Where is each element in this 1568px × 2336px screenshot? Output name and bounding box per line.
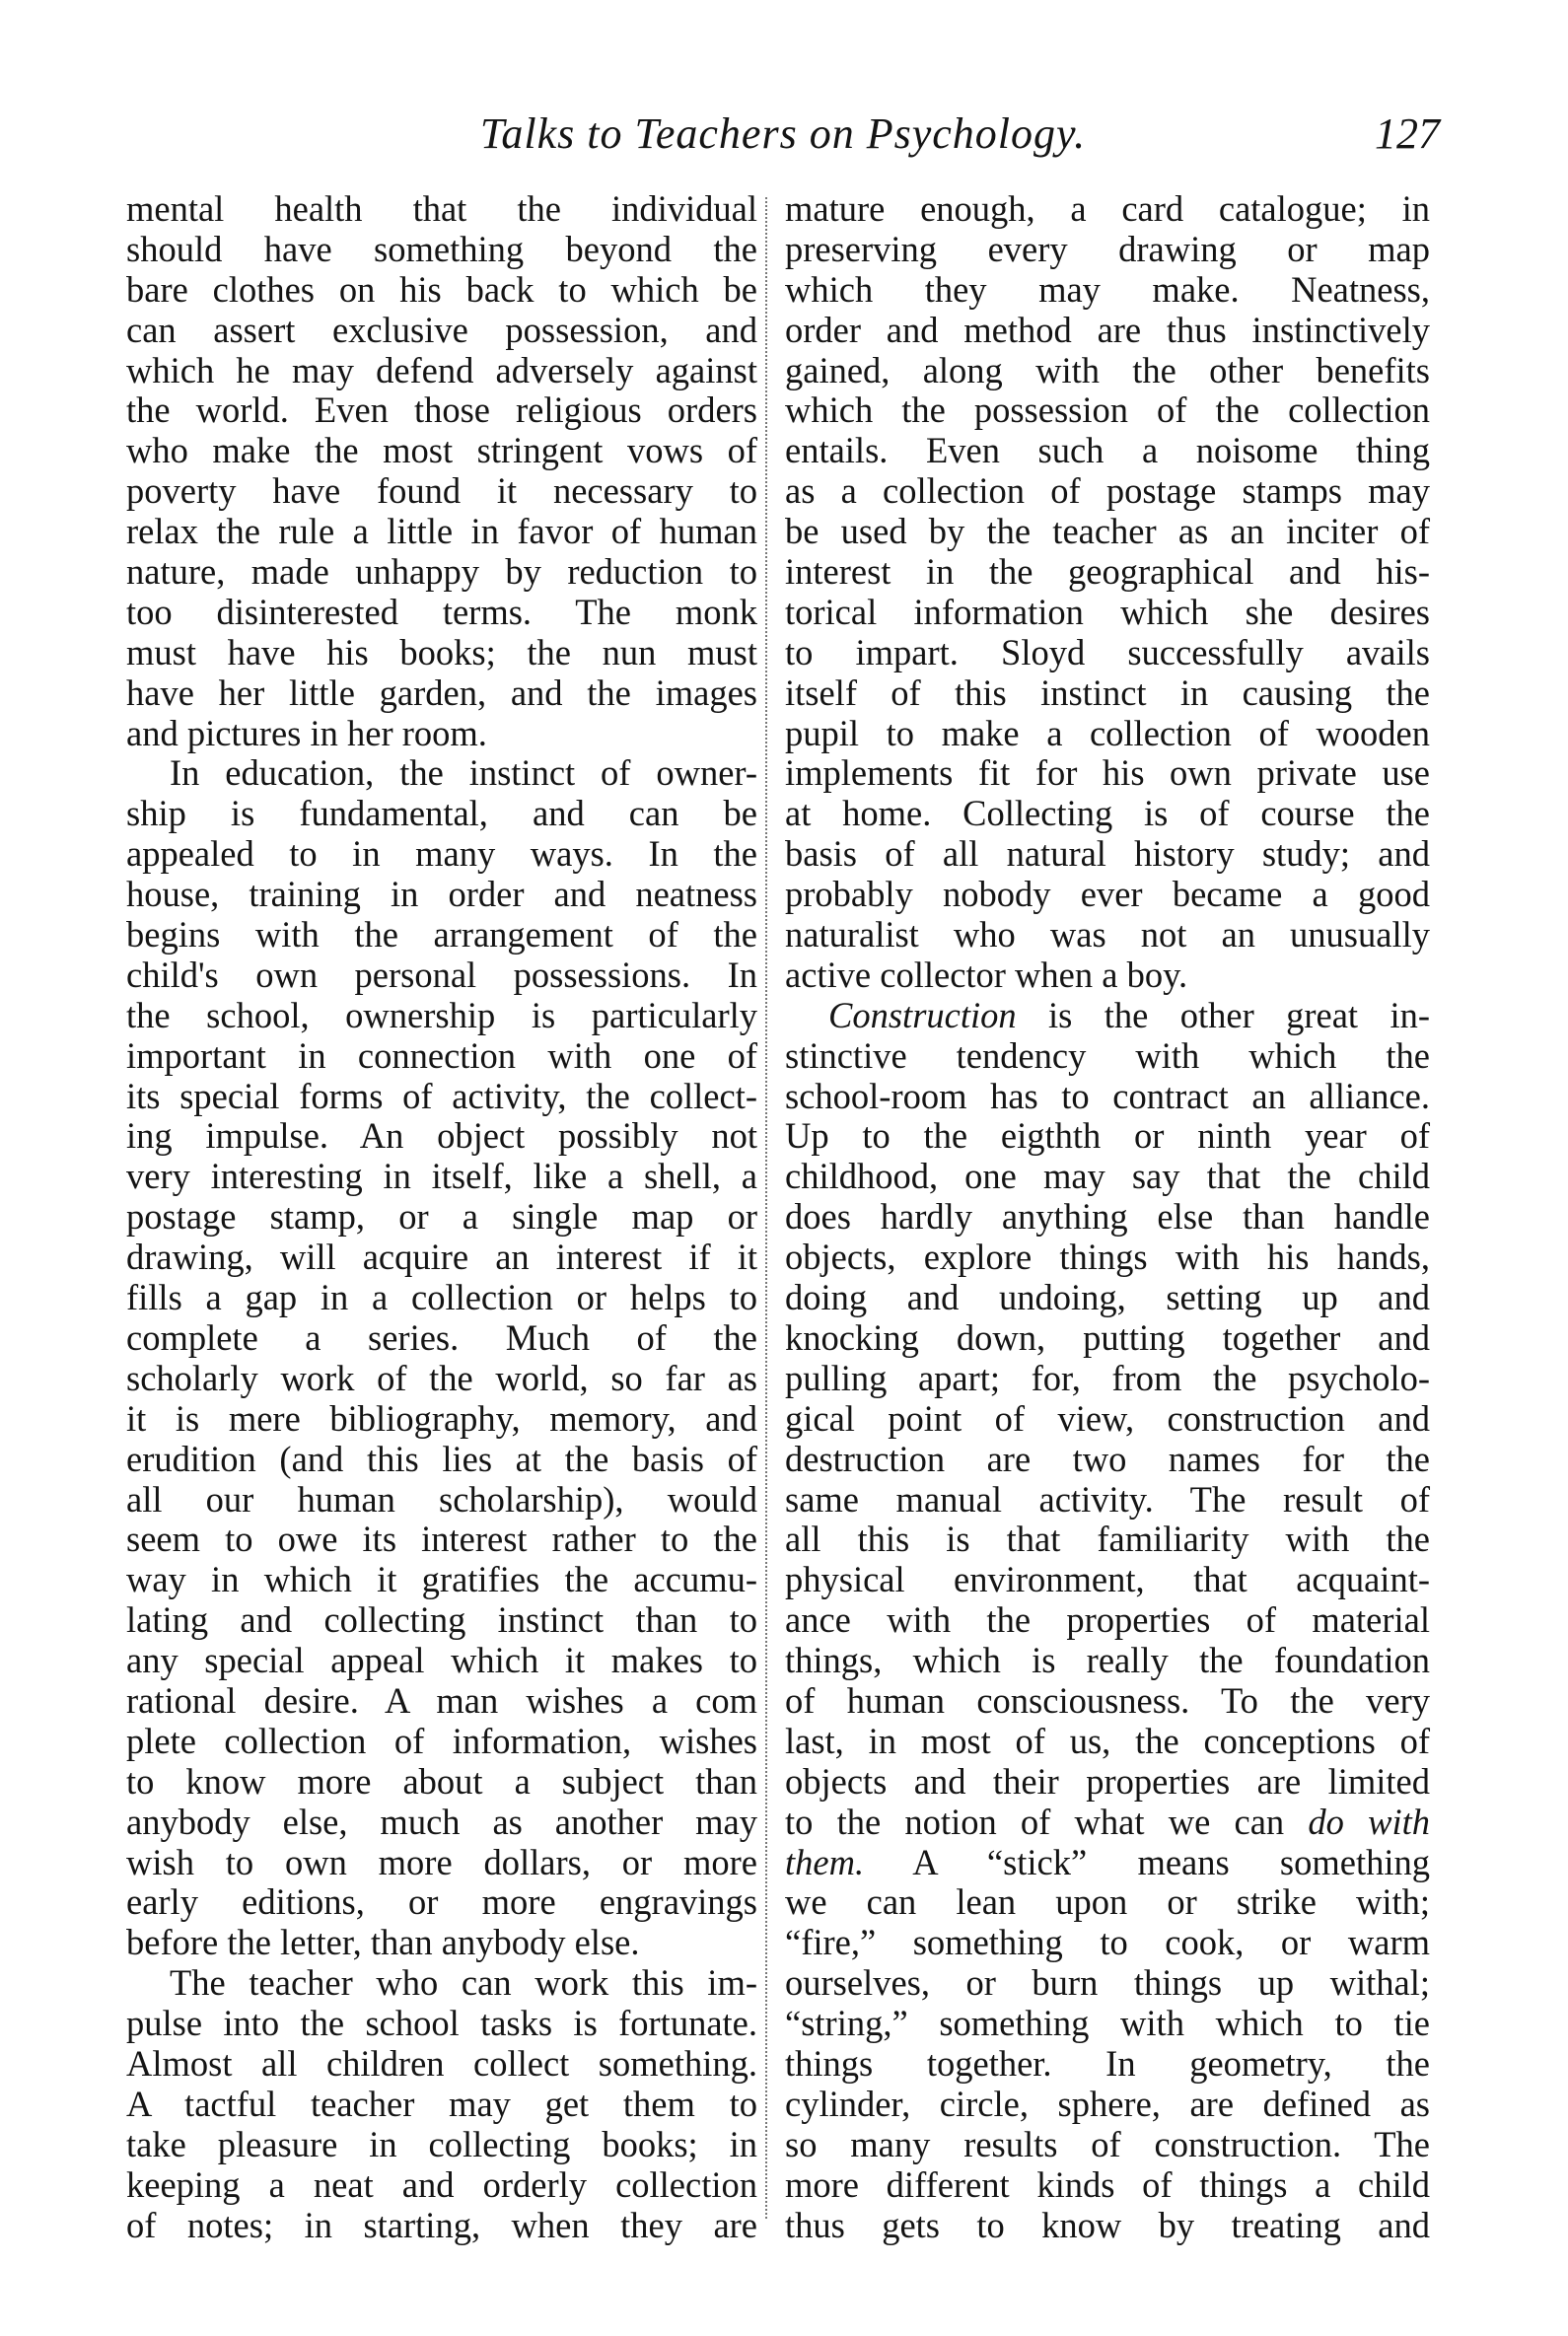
text-line <box>785 311 1430 351</box>
line-text: should have something beyond the <box>126 228 757 269</box>
line-text: order and method are thus instinctively <box>785 309 1430 350</box>
line-text: preserving every drawing or map <box>785 228 1430 269</box>
text-line <box>126 2125 757 2165</box>
text-line <box>126 512 757 552</box>
line-text: which they may make. Neatness, <box>785 268 1430 310</box>
text-line <box>126 351 757 391</box>
line-text: last, in most of us, the conceptions of <box>785 1720 1430 1761</box>
text-line <box>126 1600 757 1641</box>
text-line <box>126 2165 757 2206</box>
text-line <box>126 270 757 311</box>
running-header <box>126 108 1440 177</box>
line-text: destruction are two names for the <box>785 1438 1430 1479</box>
text-line <box>785 1923 1430 1963</box>
line-text: stinctive tendency with which the <box>785 1034 1430 1076</box>
line-text: A “stick” means something <box>864 1841 1430 1882</box>
text-line <box>126 1641 757 1681</box>
line-text: things, which is really the foundation <box>785 1640 1430 1681</box>
text-line <box>126 593 757 633</box>
line-text: all this is that familiarity with the <box>785 1519 1430 1560</box>
line-text: as a collection of postage stamps may <box>785 470 1430 512</box>
italic-text: Construction <box>828 994 1017 1035</box>
text-line <box>126 1803 757 1843</box>
line-text: objects and their properties are limited <box>785 1760 1430 1802</box>
line-text: doing and undoing, setting up and <box>785 1277 1430 1318</box>
text-line <box>126 1399 757 1440</box>
text-line <box>785 189 1430 230</box>
line-text: any special appeal which it makes to <box>126 1640 757 1681</box>
text-line <box>126 2206 757 2246</box>
text-line <box>785 2125 1430 2165</box>
line-text: child's own personal possessions. In <box>126 954 757 995</box>
line-text: rational desire. A man wishes a com <box>126 1679 757 1721</box>
line-text: before the letter, than anybody else. <box>126 1922 640 1963</box>
text-line <box>785 1278 1430 1318</box>
line-text: erudition (and this lies at the basis of <box>126 1438 757 1479</box>
text-line <box>785 1600 1430 1641</box>
running-title: Talks to Teachers on Psychology. <box>479 109 1087 158</box>
text-line <box>126 1238 757 1278</box>
text-line <box>126 673 757 714</box>
page-number: 127 <box>1375 109 1440 158</box>
line-text: can assert exclusive possession, and <box>126 309 757 350</box>
line-text: “string,” something with which to tie <box>785 2003 1430 2044</box>
text-line <box>126 1036 757 1077</box>
line-text: way in which it gratifies the accumu- <box>126 1559 757 1600</box>
left-column <box>126 189 757 2245</box>
line-text: naturalist who was not an unusually <box>785 914 1430 956</box>
text-line <box>785 1722 1430 1762</box>
line-text: take pleasure in collecting books; in <box>126 2123 757 2164</box>
line-text: mature enough, a card catalogue; in <box>785 188 1430 229</box>
text-line <box>126 1923 757 1963</box>
text-line <box>785 2206 1430 2246</box>
text-line <box>785 270 1430 311</box>
text-line <box>785 2085 1430 2125</box>
text-line <box>785 1803 1430 1843</box>
line-text: same manual activity. The result of <box>785 1478 1430 1520</box>
line-text: the school, ownership is particularly <box>126 994 757 1035</box>
right-column <box>785 189 1430 2245</box>
line-text: more different kinds of things a child <box>785 2163 1430 2205</box>
line-text: pulling apart; for, from the psycholo- <box>785 1357 1430 1398</box>
text-line <box>126 1722 757 1762</box>
line-text: keeping a neat and orderly collection <box>126 2163 757 2205</box>
line-text: important in connection with one of <box>126 1034 757 1076</box>
text-line <box>126 2044 757 2085</box>
line-text: nature, made unhappy by reduction to <box>126 551 757 593</box>
text-line <box>126 1963 757 2004</box>
text-line <box>126 230 757 270</box>
line-text: gained, along with the other benefits <box>785 349 1430 390</box>
line-text: childhood, one may say that the child <box>785 1156 1430 1197</box>
text-line <box>785 230 1430 270</box>
line-text: ance with the properties of material <box>785 1599 1430 1641</box>
text-line <box>785 673 1430 714</box>
line-text: plete collection of information, wishes <box>126 1720 757 1761</box>
text-line <box>785 552 1430 593</box>
text-line <box>785 1882 1430 1923</box>
text-line <box>785 431 1430 471</box>
text-line <box>126 1520 757 1560</box>
line-text: interest in the geographical and his- <box>785 551 1430 593</box>
text-line <box>126 996 757 1036</box>
text-line <box>785 1480 1430 1521</box>
line-text: to the notion of what we can <box>785 1801 1309 1842</box>
line-text: so many results of construction. The <box>785 2123 1430 2164</box>
text-line <box>785 512 1430 552</box>
text-line <box>126 471 757 512</box>
text-line <box>785 1681 1430 1722</box>
line-text: drawing, will acquire an interest if it <box>126 1237 757 1278</box>
text-line <box>785 1359 1430 1399</box>
text-line <box>785 1077 1430 1117</box>
text-line <box>126 1116 757 1157</box>
text-line <box>785 2044 1430 2085</box>
line-text: gical point of view, construction and <box>785 1397 1430 1439</box>
text-line <box>785 593 1430 633</box>
line-text: of notes; in starting, when they are <box>126 2204 757 2245</box>
text-line <box>126 1359 757 1399</box>
text-line <box>126 2085 757 2125</box>
line-text: to know more about a subject than <box>126 1760 757 1802</box>
text-line <box>126 1157 757 1197</box>
text-line <box>785 875 1430 915</box>
line-text: cylinder, circle, sphere, are defined as <box>785 2083 1430 2124</box>
line-text: poverty have found it necessary to <box>126 470 757 512</box>
text-line <box>126 714 757 754</box>
line-text: all our human scholarship), would <box>126 1478 757 1520</box>
text-line <box>785 351 1430 391</box>
text-line <box>785 956 1430 996</box>
text-line <box>785 1197 1430 1238</box>
line-text: is the other great in- <box>1016 994 1430 1035</box>
text-line <box>785 794 1430 834</box>
line-text: very interesting in itself, like a shell, a <box>126 1156 757 1197</box>
text-line <box>126 1480 757 1521</box>
line-text: appealed to in many ways. In the <box>126 833 757 875</box>
line-text: the world. Even those religious orders <box>126 389 757 431</box>
line-text: early editions, or more engravings <box>126 1881 757 1923</box>
line-text: scholarly work of the world, so far as <box>126 1357 757 1398</box>
text-line <box>126 1077 757 1117</box>
line-text: itself of this instinct in causing the <box>785 672 1430 713</box>
line-text: have her little garden, and the images <box>126 672 757 713</box>
text-line <box>785 1440 1430 1480</box>
text-line <box>126 1440 757 1480</box>
italic-text: do with <box>1308 1801 1430 1842</box>
line-text: fills a gap in a collection or helps to <box>126 1277 757 1318</box>
line-text: anybody else, much as another may <box>126 1801 757 1842</box>
text-line <box>785 2004 1430 2044</box>
line-text: entails. Even such a noisome thing <box>785 430 1430 471</box>
text-line <box>785 996 1430 1036</box>
line-text: bare clothes on his back to which be <box>126 268 757 310</box>
line-text: ourselves, or burn things up withal; <box>785 1962 1430 2004</box>
text-line <box>785 1399 1430 1440</box>
line-text: be used by the teacher as an inciter of <box>785 511 1430 552</box>
line-text: we can lean upon or strike with; <box>785 1881 1430 1923</box>
text-line <box>126 2004 757 2044</box>
line-text: pulse into the school tasks is fortunate. <box>126 2003 757 2044</box>
text-line <box>126 1560 757 1600</box>
text-line <box>126 431 757 471</box>
text-line <box>785 1843 1430 1883</box>
line-text: pupil to make a collection of wooden <box>785 712 1430 753</box>
line-text: complete a series. Much of the <box>126 1316 757 1358</box>
line-text: wish to own more dollars, or more <box>126 1841 757 1882</box>
line-text: “fire,” something to cook, or warm <box>785 1922 1430 1963</box>
line-text: objects, explore things with his hands, <box>785 1237 1430 1278</box>
line-text: torical information which she desires <box>785 591 1430 632</box>
text-line <box>785 915 1430 956</box>
line-text: thus gets to know by treating and <box>785 2204 1430 2245</box>
text-line <box>785 1036 1430 1077</box>
text-line <box>126 915 757 956</box>
line-text: house, training in order and neatness <box>126 874 757 915</box>
text-line <box>785 1116 1430 1157</box>
line-text: too disinterested terms. The monk <box>126 591 757 632</box>
text-line <box>126 1318 757 1359</box>
line-text: postage stamp, or a single map or <box>126 1196 757 1238</box>
text-line <box>785 834 1430 875</box>
text-line <box>126 834 757 875</box>
line-text: of human consciousness. To the very <box>785 1679 1430 1721</box>
text-line <box>126 633 757 673</box>
line-text: school-room has to contract an alliance. <box>785 1075 1430 1116</box>
line-text: basis of all natural history study; and <box>785 833 1430 875</box>
text-line <box>785 1238 1430 1278</box>
text-line <box>126 753 757 794</box>
text-line <box>126 1278 757 1318</box>
text-line <box>785 390 1430 431</box>
line-text: it is mere bibliography, memory, and <box>126 1397 757 1439</box>
italic-text: them. <box>785 1841 865 1882</box>
line-text: implements fit for his own private use <box>785 752 1430 794</box>
text-line <box>126 1882 757 1923</box>
line-text: its special forms of activity, the collect- <box>126 1075 757 1116</box>
line-text: begins with the arrangement of the <box>126 914 757 956</box>
text-line <box>126 189 757 230</box>
text-line <box>126 1762 757 1803</box>
text-line <box>785 1520 1430 1560</box>
line-text: does hardly anything else than handle <box>785 1196 1430 1238</box>
line-text: must have his books; the nun must <box>126 631 757 672</box>
line-text: and pictures in her room. <box>126 712 487 753</box>
text-line <box>126 390 757 431</box>
line-text: to impart. Sloyd successfully avails <box>785 631 1430 672</box>
line-text: knocking down, putting together and <box>785 1316 1430 1358</box>
text-line <box>126 956 757 996</box>
column-divider <box>765 197 767 2219</box>
text-line <box>785 1641 1430 1681</box>
text-line <box>785 753 1430 794</box>
line-text: ing impulse. An object possibly not <box>126 1115 757 1157</box>
text-line <box>785 633 1430 673</box>
line-text: seem to owe its interest rather to the <box>126 1519 757 1560</box>
text-line <box>126 875 757 915</box>
line-text: ship is fundamental, and can be <box>126 793 757 834</box>
line-text: things together. In geometry, the <box>785 2042 1430 2084</box>
line-text: which he may defend adversely against <box>126 349 757 390</box>
line-text: mental health that the individual <box>126 188 757 229</box>
line-text: at home. Collecting is of course the <box>785 793 1430 834</box>
line-text: which the possession of the collection <box>785 389 1430 431</box>
text-line <box>126 1197 757 1238</box>
text-line <box>126 311 757 351</box>
text-line <box>785 714 1430 754</box>
text-line <box>785 1560 1430 1600</box>
line-text: lating and collecting instinct than to <box>126 1599 757 1641</box>
text-line <box>785 1157 1430 1197</box>
line-text: A tactful teacher may get them to <box>126 2083 757 2124</box>
text-line <box>126 1843 757 1883</box>
text-line <box>785 2165 1430 2206</box>
line-text: Almost all children collect something. <box>126 2042 757 2084</box>
line-text: In education, the instinct of owner- <box>170 752 757 794</box>
text-line <box>785 1762 1430 1803</box>
line-text: active collector when a boy. <box>785 954 1188 995</box>
line-text: relax the rule a little in favor of human <box>126 511 757 552</box>
text-line <box>126 794 757 834</box>
text-line <box>126 552 757 593</box>
text-line <box>126 1681 757 1722</box>
text-line <box>785 1318 1430 1359</box>
line-text: physical environment, that acquaint- <box>785 1559 1430 1600</box>
line-text: who make the most stringent vows of <box>126 430 757 471</box>
line-text: probably nobody ever became a good <box>785 874 1430 915</box>
line-text: Up to the eigthth or ninth year of <box>785 1115 1430 1157</box>
text-line <box>785 471 1430 512</box>
line-text: The teacher who can work this im- <box>170 1962 757 2004</box>
text-line <box>785 1963 1430 2004</box>
